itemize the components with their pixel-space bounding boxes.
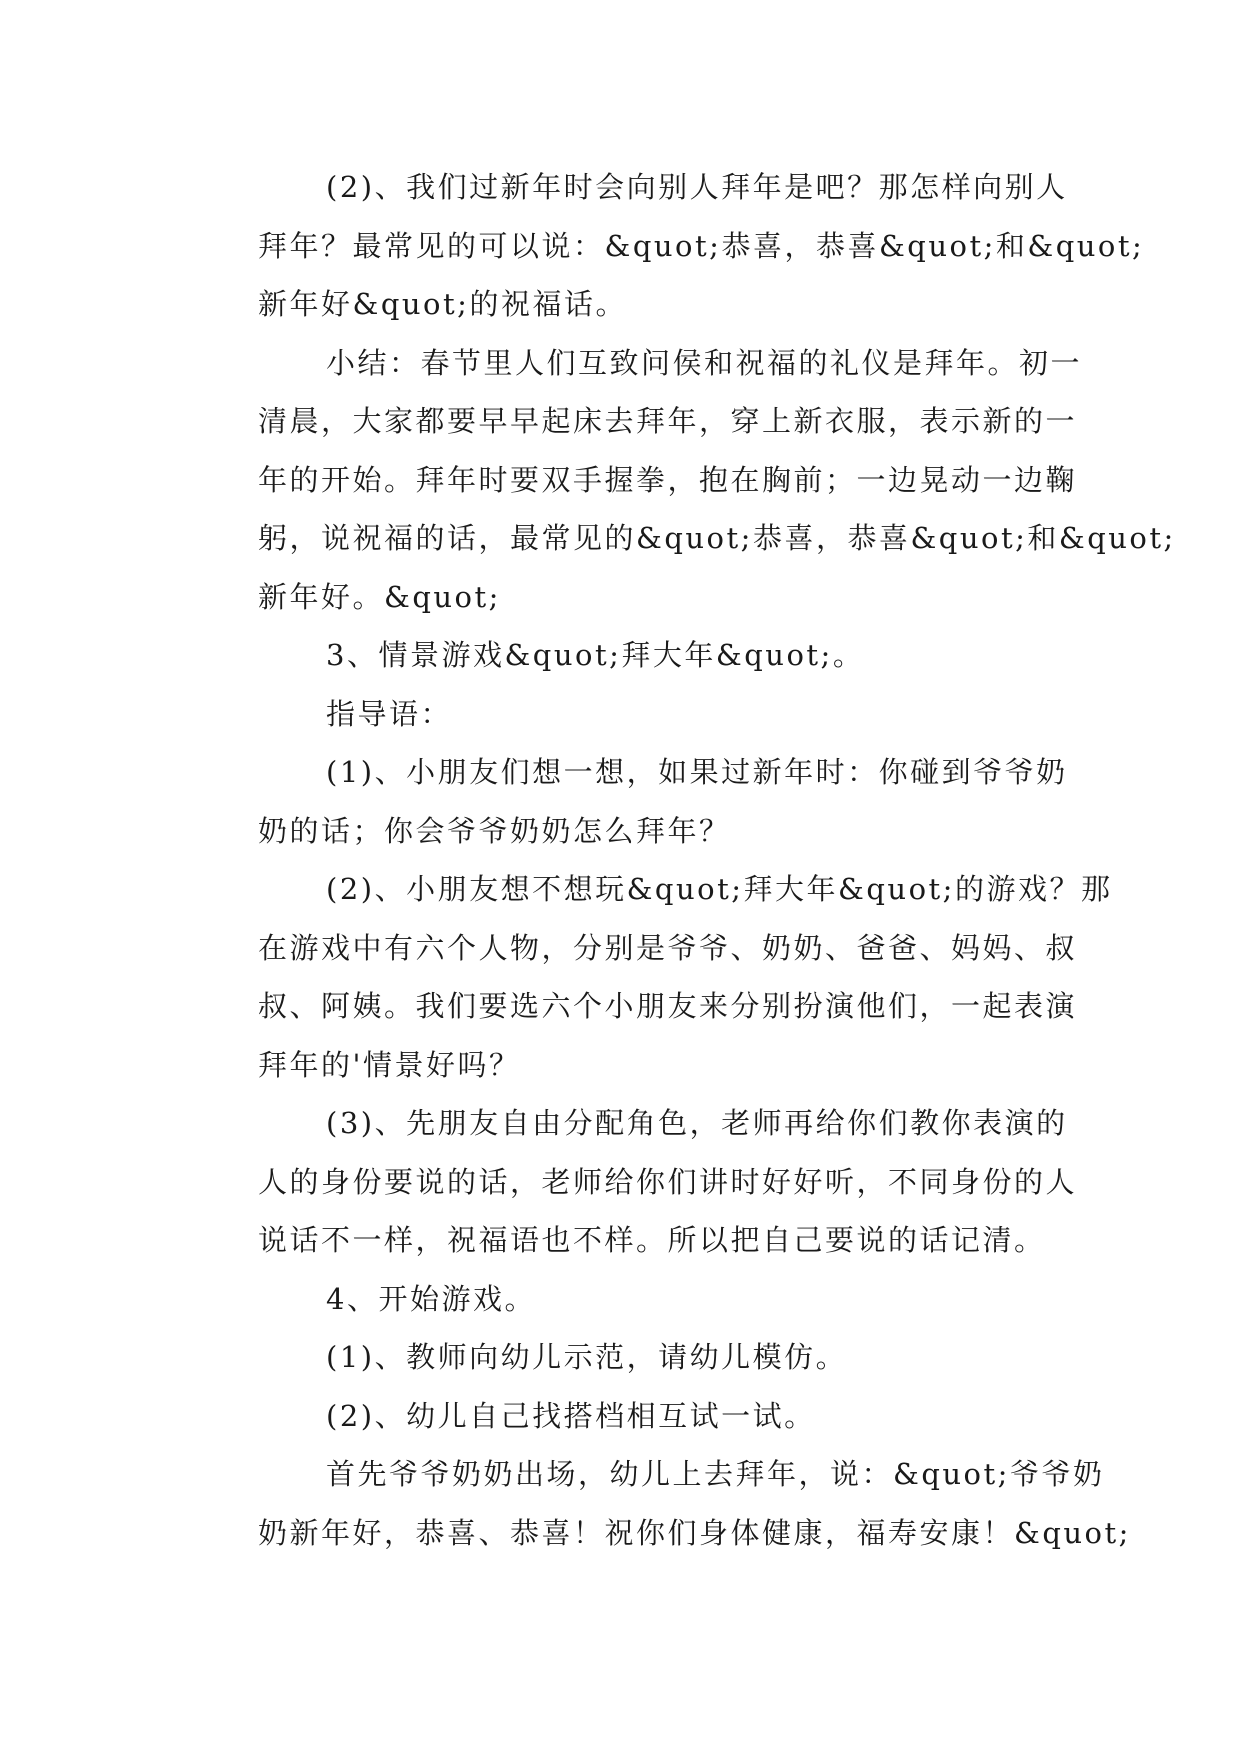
text-line: 首先爷爷奶奶出场，幼儿上去拜年，说：&quot;爷爷奶 [326,1457,1105,1491]
paragraph-summary [190,334,1176,627]
text-line: 奶新年好，恭喜、恭喜！祝你们身体健康，福寿安康！&quot; [258,1515,1131,1550]
text-line: 说话不一样，祝福语也不样。所以把自己要说的话记清。 [258,1223,1046,1257]
paragraph-greeting-question [190,158,1145,334]
text-line: 人的身份要说的话，老师给你们讲时好好听，不同身份的人 [258,1164,1078,1199]
text-line: (2)、幼儿自己找搭档相互试一试。 [326,1398,816,1433]
text-line: 小结：春节里人们互致问侯和祝福的礼仪是拜年。初一 [326,345,1083,380]
text-line: 躬，说祝福的话，最常见的&quot;恭喜，恭喜&quot;和&quot; [258,521,1176,555]
text-line: 拜年？最常见的可以说：&quot;恭喜，恭喜&quot;和&quot; [258,228,1145,263]
paragraph-section-4-heading [190,1270,1060,1329]
paragraph-guidance-2 [190,860,1113,1094]
text-line: (1)、小朋友们想一想，如果过新年时：你碰到爷爷奶 [326,755,1068,789]
paragraph-section-3-heading [190,626,1060,685]
text-line: 新年好。&quot; [258,579,501,614]
text-line: 拜年的'情景好吗？ [258,1047,521,1082]
text-line: 清晨，大家都要早早起床去拜年，穿上新衣服，表示新的一 [258,404,1078,438]
paragraph-guidance-3 [190,1094,1078,1270]
text-line: (3)、先朋友自由分配角色，老师再给你们教你表演的 [326,1106,1068,1140]
document-body [190,158,1176,1562]
text-line: 新年好&quot;的祝福话。 [258,287,627,321]
text-line: 叔、阿姨。我们要选六个小朋友来分别扮演他们，一起表演 [258,989,1078,1023]
text-line: 3、情景游戏&quot;拜大年&quot;。 [326,638,865,672]
text-line: (2)、我们过新年时会向别人拜年是吧？那怎样向别人 [326,170,1068,204]
paragraph-step-2 [190,1387,1060,1446]
text-line: 在游戏中有六个人物，分别是爷爷、奶奶、爸爸、妈妈、叔 [258,930,1078,965]
paragraph-guidance-1 [190,743,1068,860]
paragraph-grandparents-scene [190,1445,1131,1562]
text-line: 4、开始游戏。 [326,1281,536,1316]
paragraph-guidance-label [190,685,1060,744]
text-line: 奶的话；你会爷爷奶奶怎么拜年？ [258,813,731,848]
text-line: 指导语： [326,696,453,731]
paragraph-step-1 [190,1328,1060,1387]
text-line: (2)、小朋友想不想玩&quot;拜大年&quot;的游戏？那 [326,872,1113,906]
text-line: 年的开始。拜年时要双手握拳，抱在胸前；一边晃动一边鞠 [258,462,1078,497]
text-line: (1)、教师向幼儿示范，请幼儿模仿。 [326,1340,848,1374]
